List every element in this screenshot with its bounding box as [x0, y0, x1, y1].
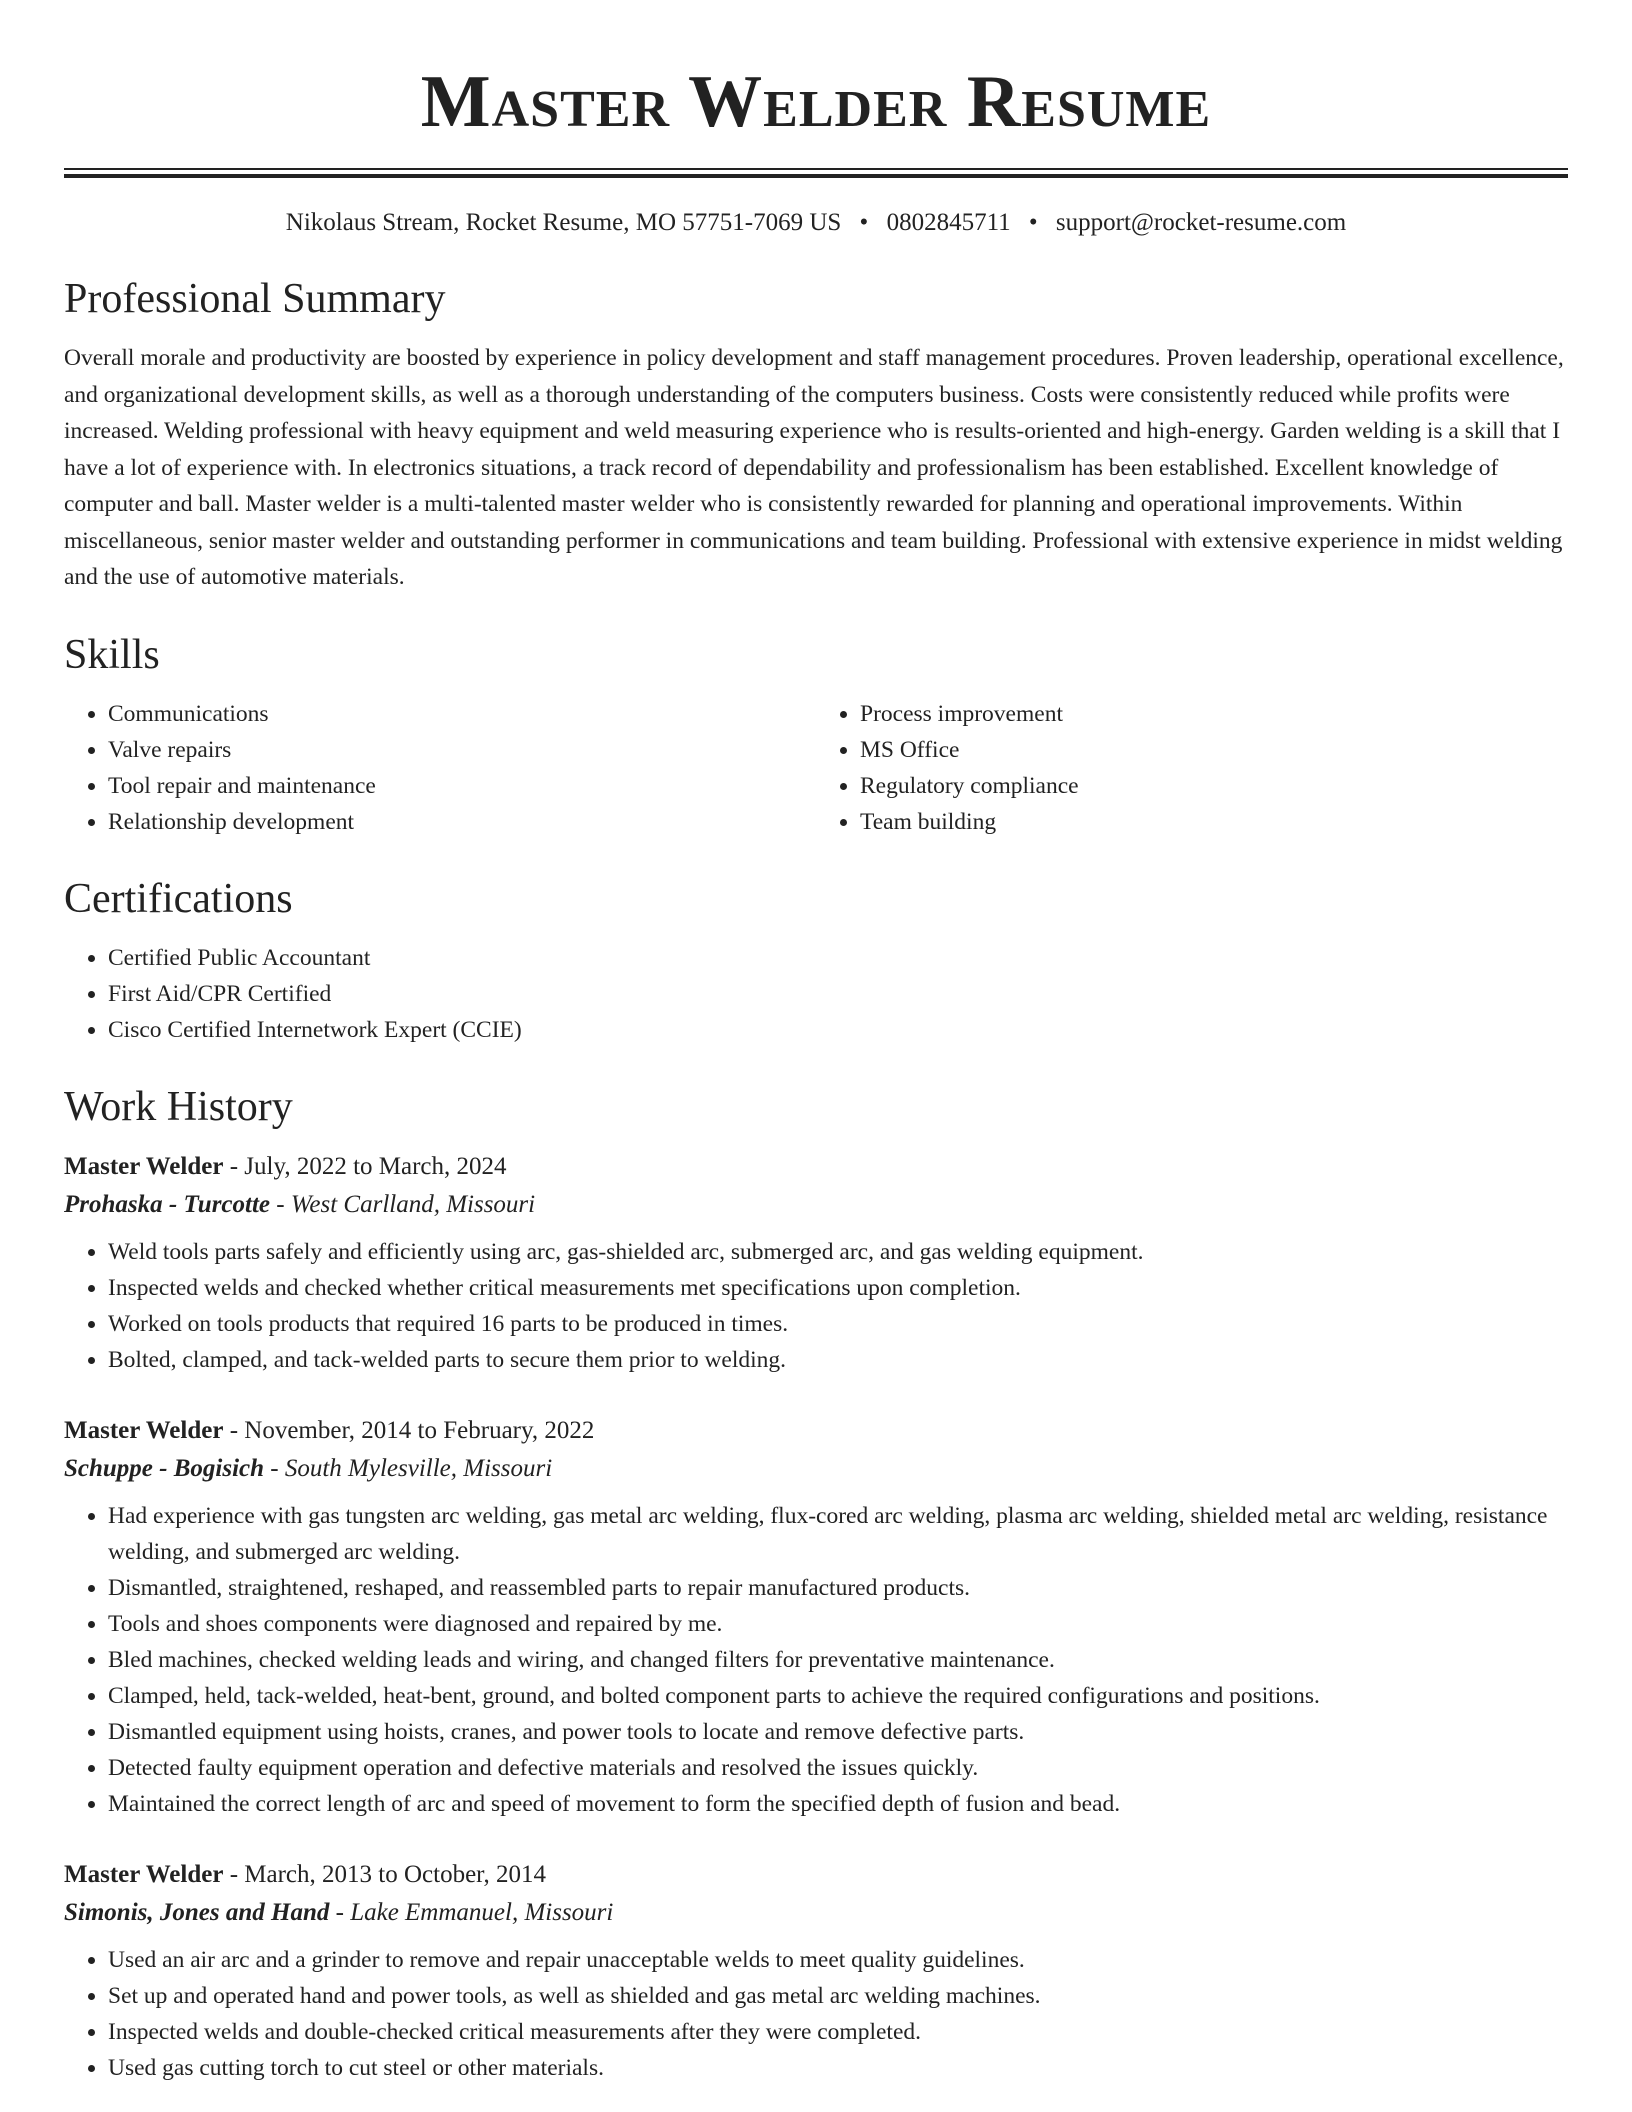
job-title: Master Welder — [64, 1416, 224, 1444]
job-duties-list — [64, 1498, 1568, 1822]
contact-phone: 0802845711 — [886, 209, 1011, 236]
skills-list-left — [64, 696, 816, 840]
job-duty: • Used gas cutting torch to cut steel or other materials. — [108, 2050, 1568, 2086]
skills-grid — [64, 696, 1568, 840]
job-duty: • Clamped, held, tack-welded, heat-bent, ground, and bolted component parts to achieve the required configurations and positions. — [108, 1678, 1568, 1714]
skill-item: • Team building — [860, 804, 1568, 840]
resume-title: Master Welder Resume — [420, 61, 1212, 143]
skill-item: • Communications — [108, 696, 816, 732]
job-duty: • Used an air arc and a grinder to remove and repair unacceptable welds to meet quality guidelines. — [108, 1942, 1568, 1978]
job-location: Lake Emmanuel, Missouri — [350, 1898, 614, 1926]
skill-item: • MS Office — [860, 732, 1568, 768]
job-location: West Carlland, Missouri — [290, 1190, 536, 1218]
skill-item: • Relationship development — [108, 804, 816, 840]
job-company: Schuppe - Bogisich — [64, 1454, 265, 1482]
job-duty: • Maintained the correct length of arc and speed of movement to form the specified depth of fusion and bead. — [108, 1786, 1568, 1822]
skill-item: • Tool repair and maintenance — [108, 768, 816, 804]
job-duty: • Inspected welds and checked whether critical measurements met specifications upon completion. — [108, 1270, 1568, 1306]
skills-section — [64, 630, 1568, 840]
summary-text: Overall morale and productivity are boosted by experience in policy development and staff management procedures. Proven leadership, operational excellence, and organizational development skills, as well as a thorough understanding of the computers business. Costs were consistently reduced while profits were increased. Welding professional with heavy equipment and weld measuring experience who is results-oriented and high-energy. Garden welding is a skill that I have a lot of experience with. In electronics situations, a track record of dependability and professionalism has been established. Excellent knowledge of computer and ball. Master welder is a multi-talented master welder who is consistently rewarded for planning and operational improvements. Within miscellaneous, senior master welder and outstanding performer in communications and team building. Professional with extensive experience in midst welding and the use of automotive materials. — [64, 345, 1564, 590]
skill-item: • Valve repairs — [108, 732, 816, 768]
job-title-line: Master Welder - March, 2013 to October, 2014 — [64, 1860, 546, 1888]
job-location: South Mylesville, Missouri — [284, 1454, 553, 1482]
job-title-line: Master Welder - July, 2022 to March, 2024 — [64, 1152, 507, 1180]
job-duty: • Tools and shoes components were diagnosed and repaired by me. — [108, 1606, 1568, 1642]
job-entry — [64, 1148, 1568, 1378]
work-history-heading: Work History — [64, 1083, 293, 1130]
job-entry — [64, 1856, 1568, 2086]
work-history-section — [64, 1082, 1568, 2086]
job-duty: • Bled machines, checked welding leads and wiring, and changed filters for preventative maintenance. — [108, 1642, 1568, 1678]
job-dates: July, 2022 to March, 2024 — [244, 1152, 507, 1180]
job-duty: • Set up and operated hand and power tools, as well as shielded and gas metal arc welding machines. — [108, 1978, 1568, 2014]
job-duty: • Worked on tools products that required 16 parts to be produced in times. — [108, 1306, 1568, 1342]
certifications-section — [64, 874, 1568, 1048]
job-title-line: Master Welder - November, 2014 to February, 2022 — [64, 1416, 595, 1444]
job-duties-list — [64, 1942, 1568, 2086]
skill-item: • Process improvement — [860, 696, 1568, 732]
job-duty: • Detected faulty equipment operation and defective materials and resolved the issues quickly. — [108, 1750, 1568, 1786]
job-entry — [64, 1412, 1568, 1822]
certification-item: • First Aid/CPR Certified — [108, 976, 1568, 1012]
job-duty: • Inspected welds and double-checked critical measurements after they were completed. — [108, 2014, 1568, 2050]
title-divider — [64, 168, 1568, 178]
job-duty: • Dismantled, straightened, reshaped, and reassembled parts to repair manufactured products. — [108, 1570, 1568, 1606]
job-company-line: Simonis, Jones and Hand - Lake Emmanuel, Missouri — [64, 1898, 614, 1926]
certifications-list — [64, 940, 1568, 1048]
job-title: Master Welder — [64, 1152, 224, 1180]
summary-heading: Professional Summary — [64, 276, 446, 322]
skills-heading: Skills — [64, 631, 160, 678]
summary-section — [64, 274, 1568, 596]
certification-item: • Cisco Certified Internetwork Expert (CCIE) — [108, 1012, 1568, 1048]
job-duty: • Dismantled equipment using hoists, cranes, and power tools to locate and remove defective parts. — [108, 1714, 1568, 1750]
contact-line — [64, 206, 1568, 240]
certifications-heading: Certifications — [64, 875, 293, 922]
skill-item: • Regulatory compliance — [860, 768, 1568, 804]
job-dates: November, 2014 to February, 2022 — [244, 1416, 595, 1444]
job-title: Master Welder — [64, 1860, 224, 1888]
job-dates: March, 2013 to October, 2014 — [244, 1860, 546, 1888]
job-company-line: Schuppe - Bogisich - South Mylesville, Missouri — [64, 1454, 553, 1482]
job-duties-list — [64, 1234, 1568, 1378]
job-duty: • Bolted, clamped, and tack-welded parts to secure them prior to welding. — [108, 1342, 1568, 1378]
contact-separator: • — [1028, 209, 1038, 236]
job-company: Simonis, Jones and Hand — [64, 1898, 330, 1926]
contact-email: support@rocket-resume.com — [1055, 209, 1347, 236]
job-company: Prohaska - Turcotte — [64, 1190, 271, 1218]
job-duty: • Had experience with gas tungsten arc welding, gas metal arc welding, flux-cored arc welding, plasma arc welding, shielded metal arc welding, resistance welding, and submerged arc welding. — [108, 1498, 1568, 1570]
contact-address: Nikolaus Stream, Rocket Resume, MO 57751-7069 US — [285, 209, 842, 236]
contact-separator: • — [859, 209, 869, 236]
certification-item: • Certified Public Accountant — [108, 940, 1568, 976]
job-duty: • Weld tools parts safely and efficiently using arc, gas-shielded arc, submerged arc, and gas welding equipment. — [108, 1234, 1568, 1270]
job-company-line: Prohaska - Turcotte - West Carlland, Missouri — [64, 1190, 536, 1218]
skills-list-right — [816, 696, 1568, 840]
